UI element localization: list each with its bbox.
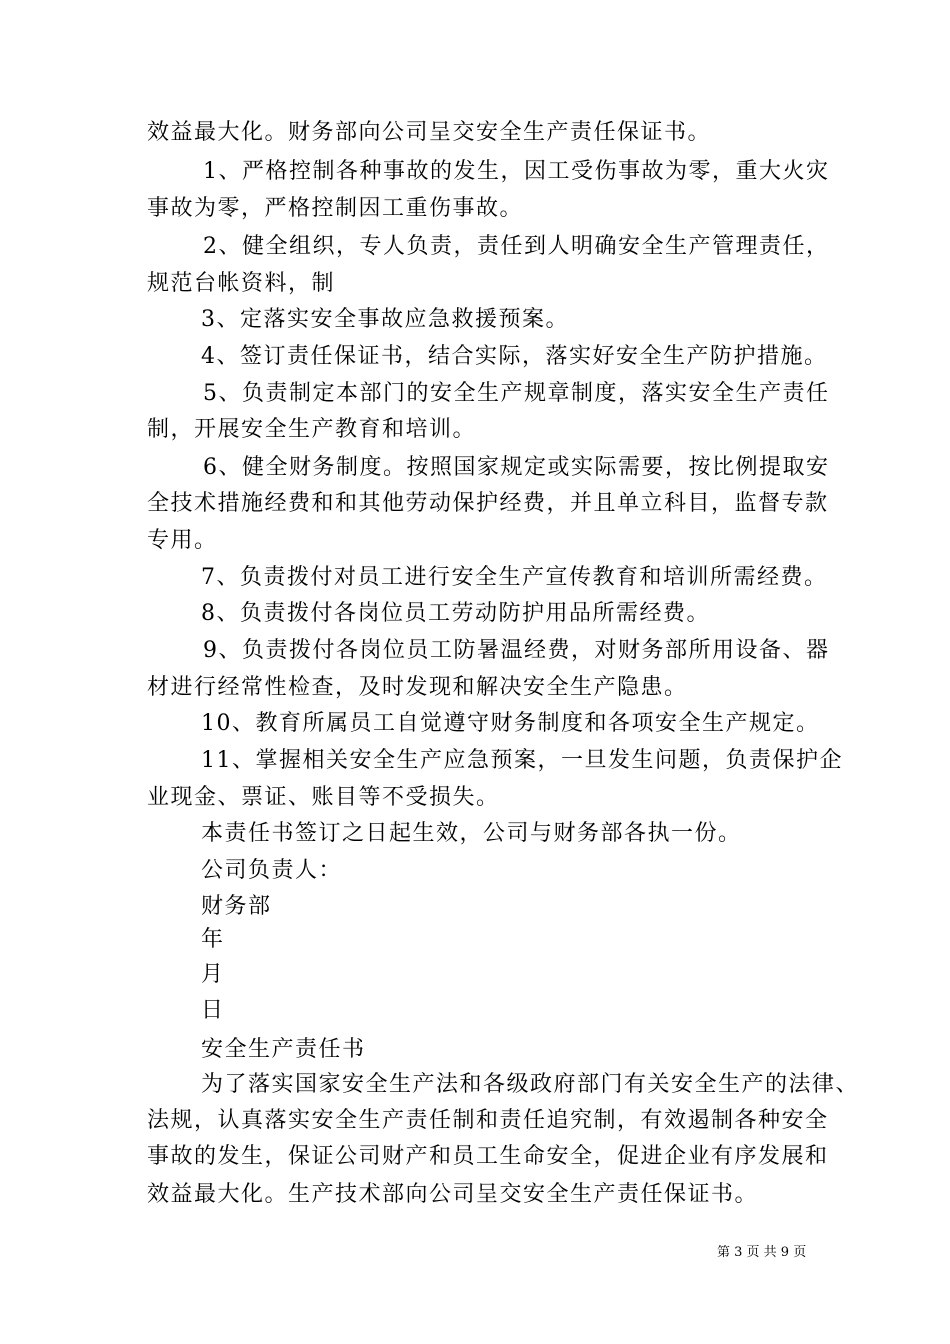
text-line: 6、健全财务制度。按照国家规定或实际需要，按比例提取安 [203,455,830,480]
text-line: 年 [201,927,225,952]
text-line: 9、负责拨付各岗位员工防暑温经费，对财务部所用设备、器 [203,638,830,663]
text-line: 3、定落实安全事故应急救援预案。 [201,307,569,332]
text-line: 5、负责制定本部门的安全生产规章制度，落实安全生产责任 [203,381,830,406]
text-line: 事故为零，严格控制因工重伤事故。 [147,196,524,221]
section-heading: 安全生产责任书 [201,1037,366,1062]
text-line: 2、健全组织，专人负责，责任到人明确安全生产管理责任， [203,234,830,259]
text-line: 效益最大化。财务部向公司呈交安全生产责任保证书。 [147,120,712,145]
text-line: 材进行经常性检查，及时发现和解决安全生产隐患。 [147,675,688,700]
text-line: 月 [201,962,225,987]
text-line: 4、签订责任保证书，结合实际，落实好安全生产防护措施。 [201,344,828,369]
text-line: 11、掌握相关安全生产应急预案，一旦发生问题，负责保护企 [201,748,843,773]
text-line: 全技术措施经费和和其他劳动保护经费，并且单立科目，监督专款 [147,491,829,516]
text-line: 7、负责拨付对员工进行安全生产宣传教育和培训所需经费。 [201,565,828,590]
text-line: 公司负责人： [201,858,343,883]
text-line: 财务部 [201,894,272,919]
text-line: 规范台帐资料，制 [147,271,336,296]
text-line: 制，开展安全生产教育和培训。 [147,417,477,442]
page-number: 第 3 页 共 9 页 [717,1245,807,1260]
text-line: 为了落实国家安全生产法和各级政府部门有关安全生产的法律、 [201,1072,860,1097]
text-line: 效益最大化。生产技术部向公司呈交安全生产责任保证书。 [147,1182,759,1207]
text-line: 事故的发生，保证公司财产和员工生命安全，促进企业有序发展和 [147,1144,829,1169]
text-line: 法规，认真落实安全生产责任制和责任追究制，有效遏制各种安全 [147,1108,829,1133]
text-line: 1、严格控制各种事故的发生，因工受伤事故为零，重大火灾 [203,159,830,184]
text-line: 业现金、票证、账目等不受损失。 [147,785,500,810]
text-line: 8、负责拨付各岗位员工劳动防护用品所需经费。 [201,601,710,626]
text-line: 本责任书签订之日起生效，公司与财务部各执一份。 [201,821,742,846]
text-line: 10、教育所属员工自觉遵守财务制度和各项安全生产规定。 [201,711,820,736]
text-line: 日 [201,998,225,1023]
text-line: 专用。 [147,528,218,553]
